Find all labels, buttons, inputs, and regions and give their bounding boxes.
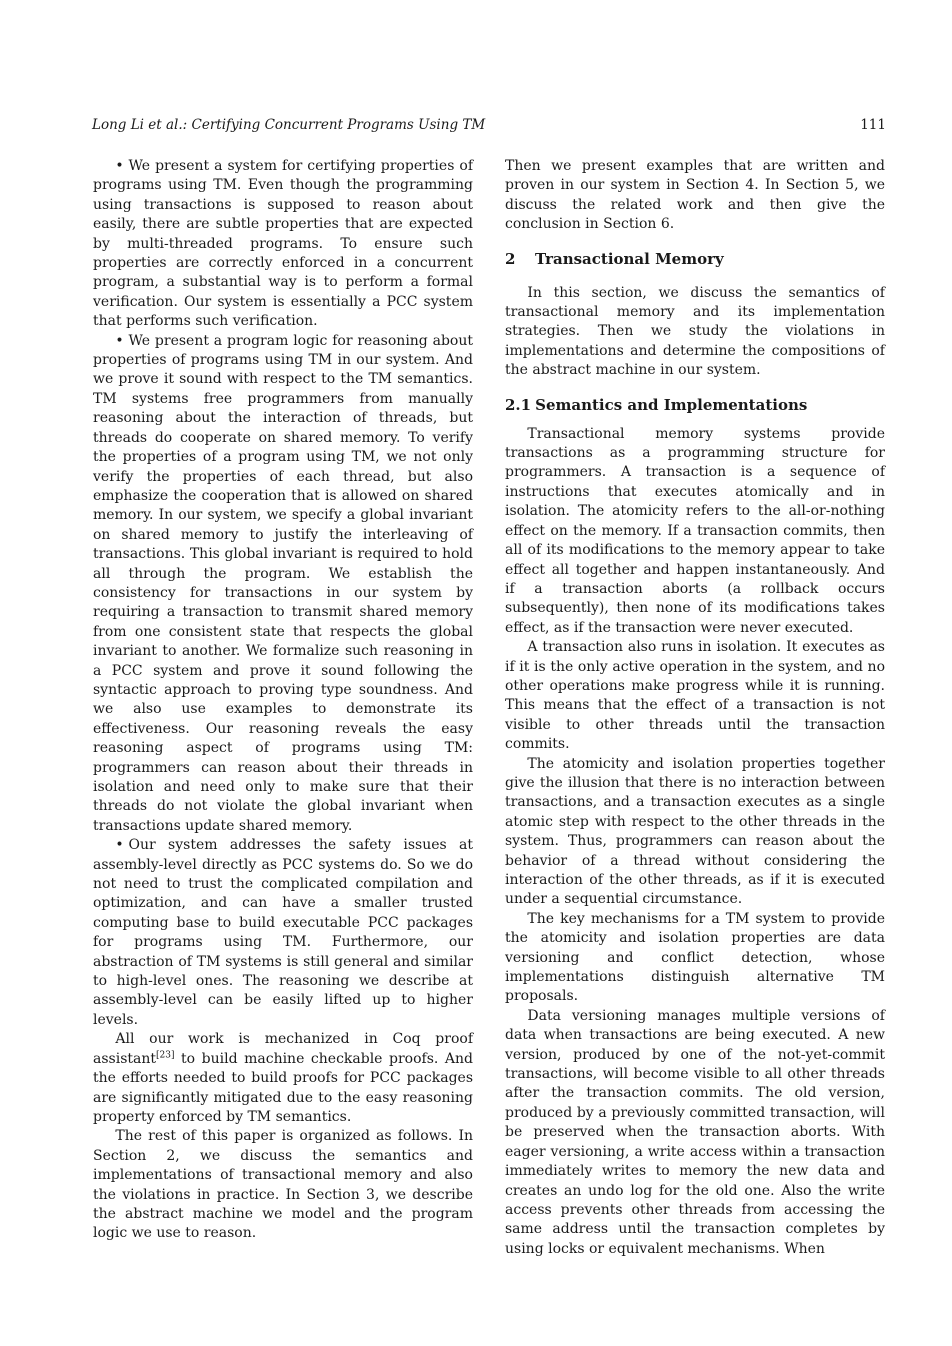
- bullet-mark: •: [115, 837, 124, 854]
- paragraph-isolation: A transaction also runs in isolation. It executes as if it is the only active operation in the system, and no other operations make progress while it is running. This means that the effect of a transaction is not visible to other threads until the transaction commits.: [505, 639, 885, 753]
- running-header: [92, 116, 886, 134]
- bullet-text: Our system addresses the safety issues at assembly-level directly as PCC systems do. So we do not need to trust the complicated compilation and optimization, and can have a smaller trusted computing base to build executable PCC packages for programs using TM. Furthermore, our abstraction of TM systems is still general and similar to high-level ones. The reasoning we describe at assembly-level can be easily lifted up to higher levels.: [93, 837, 473, 1028]
- contribution-bullet-1: [93, 157, 473, 332]
- section-title: Transactional Memory: [535, 249, 724, 268]
- section-heading: [505, 249, 885, 269]
- subsection-title: Semantics and Implementations: [535, 395, 808, 414]
- paragraph-continuation: Then we present examples that are written and proven in our system in Section 4. In Section 5, we discuss the related work and then give the conclusion in Section 6.: [505, 158, 885, 233]
- right-column: [505, 157, 885, 1259]
- subsection-number: 2.1: [505, 395, 532, 414]
- paragraph-coq: [93, 1030, 473, 1127]
- paragraph-text: All our work is mechanized in Coq proof assistant: [93, 1031, 473, 1067]
- bullet-mark: •: [115, 158, 124, 174]
- paragraph-mechanisms: The key mechanisms for a TM system to provide the atomicity and isolation properties are data versioning and conflict detection, whose implementations distinguish alternative TM proposals.: [505, 910, 885, 1005]
- section-intro: In this section, we discuss the semantics of transactional memory and its implementation strategies. Then we study the violations in implementations and determine the compositions of the abstract machine in our system.: [505, 284, 885, 379]
- paragraph-data-versioning: Data versioning manages multiple versions of data when transactions are being executed. A new version, produced by one of the not-yet-commit transactions, will become visible to all other threads after the transaction commits. The old version, produced by a previously committed transaction, will be preserved when the transaction aborts. With eager versioning, a write access within a transaction immediately writes to memory the new data and creates an undo log for the old one. Also the write access prevents other threads from accessing the same address until the transaction completes by using locks or equivalent mechanisms. When: [505, 1007, 885, 1257]
- paragraph-text: to build machine checkable proofs. And the efforts needed to build proofs for PCC packages are significantly mitigated due to the easy reasoning property enforced by TM semantics.: [93, 1050, 473, 1125]
- contribution-bullet-2: [93, 332, 473, 837]
- bullet-text: We present a program logic for reasoning about properties of programs using TM in our system. And we prove it sound with respect to the TM semantics. TM systems free programmers from manually reasoning about the interaction of threads, but threads do cooperate on shared memory. To verify the properties of a program using TM, we not only verify the properties of each thread, but also emphasize the cooperation that is allowed on shared memory. In our system, we specify a global invariant on shared memory to justify the interleaving of transactions. This global invariant is required to hold all through the program. We establish the consistency for transactions in our system by requiring a transaction to transmit shared memory from one consistent state that respects the global invariant to another. We formalize such reasoning in a PCC system and prove it sound following the syntactic approach to proving type soundness. And we also use examples to demonstrate its effectiveness. Our reasoning reveals the easy reasoning aspect of programs using TM: programmers can reason about their threads in isolation and need only to make sure that their threads do not violate the global invariant when transactions update shared memory.: [93, 332, 473, 834]
- citation-ref[interactable]: [23]: [156, 1050, 175, 1061]
- section-number: 2: [505, 249, 516, 268]
- bullet-text: We present a system for certifying properties of programs using TM. Even though the programming using transactions is supposed to reason about easily, there are subtle properties that are expected by multi-threaded programs. To ensure such properties are correctly enforced in a concurrent program, a substantial way is to perform a formal verification. Our system is essentially a PCC system that performs such verification.: [93, 158, 473, 330]
- paragraph-organization: The rest of this paper is organized as follows. In Section 2, we discuss the semantics and implementations of transactional memory and also the violations in practice. In Section 3, we describe the abstract machine we model and the program logic we use to reason.: [93, 1128, 473, 1242]
- page-number: 111: [860, 117, 886, 133]
- bullet-mark: •: [115, 332, 124, 349]
- subsection-heading: [505, 395, 885, 415]
- left-column: [93, 157, 473, 1244]
- paragraph-atomicity: The atomicity and isolation properties together give the illusion that there is no interaction between transactions, and a transaction executes as a single atomic step with respect to the other threads in the system. Thus, programmers can reason about the behavior of a thread without considering the interaction of the other threads, as if it is executed under a sequential circumstance.: [505, 755, 885, 908]
- contribution-bullet-3: [93, 836, 473, 1030]
- paragraph-transactions: Transactional memory systems provide transactions as a programming structure for programmers. A transaction is a sequence of instructions that executes atomically and in isolation. The atomicity refers to the all-or-nothing effect on the memory. If a transaction commits, then all of its modifications to the memory appear to take effect all together and happen instantaneously. And if a transaction aborts (a rollback occurs subsequently), then none of its modifications takes effect, as if the transaction were never executed.: [505, 425, 885, 636]
- running-title: Long Li et al.: Certifying Concurrent Programs Using TM: [92, 117, 486, 133]
